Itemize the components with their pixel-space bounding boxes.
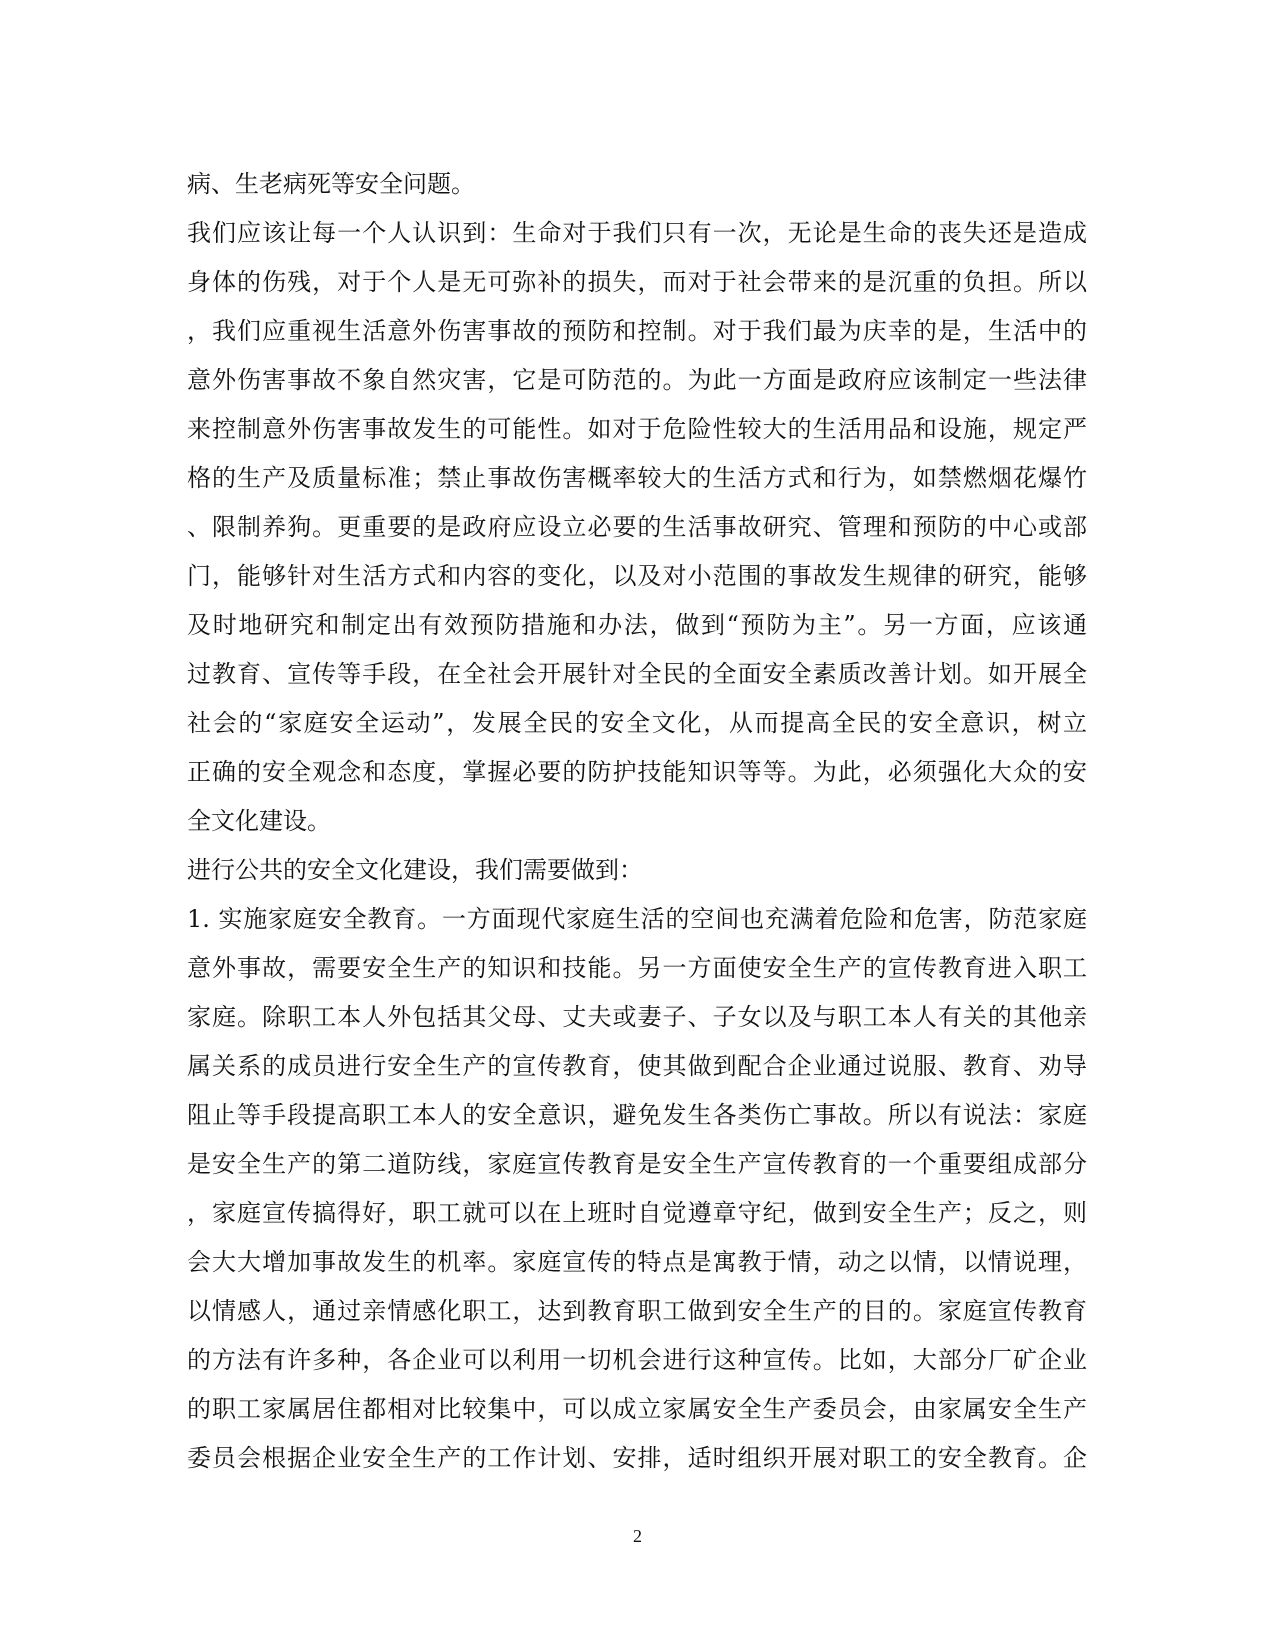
text-line: 1. 实施家庭安全教育。一方面现代家庭生活的空间也充满着危险和危害，防范家庭 [187,905,1087,933]
text-line: 是安全生产的第二道防线，家庭宣传教育是安全生产宣传教育的一个重要组成部分 [187,1150,1087,1178]
text-line: 身体的伤残，对于个人是无可弥补的损失，而对于社会带来的是沉重的负担。所以 [187,268,1087,296]
text-line: 及时地研究和制定出有效预防措施和办法，做到“预防为主”。另一方面，应该通 [187,611,1087,639]
text-line: ，我们应重视生活意外伤害事故的预防和控制。对于我们最为庆幸的是，生活中的 [187,317,1087,345]
page-number: 2 [633,1526,642,1546]
text-line: 格的生产及质量标准；禁止事故伤害概率较大的生活方式和行为，如禁燃烟花爆竹 [187,464,1087,492]
text-line: 我们应该让每一个人认识到：生命对于我们只有一次，无论是生命的丧失还是造成 [187,219,1087,247]
text-line: 以情感人，通过亲情感化职工，达到教育职工做到安全生产的目的。家庭宣传教育 [187,1297,1087,1325]
text-line: 门，能够针对生活方式和内容的变化，以及对小范围的事故发生规律的研究，能够 [187,562,1087,590]
text-line: 社会的“家庭安全运动”，发展全民的安全文化，从而提高全民的安全意识，树立 [187,709,1087,737]
text-line: 意外伤害事故不象自然灾害，它是可防范的。为此一方面是政府应该制定一些法律 [187,366,1087,394]
text-line: 意外事故，需要安全生产的知识和技能。另一方面使安全生产的宣传教育进入职工 [187,954,1087,982]
text-line: 委员会根据企业安全生产的工作计划、安排，适时组织开展对职工的安全教育。企 [187,1444,1087,1472]
text-line: 家庭。除职工本人外包括其父母、丈夫或妻子、子女以及与职工本人有关的其他亲 [187,1003,1087,1031]
body-text [187,160,1087,1483]
text-line: 全文化建设。 [187,807,331,835]
text-line: 来控制意外伤害事故发生的可能性。如对于危险性较大的生活用品和设施，规定严 [187,415,1087,443]
text-line: 病、生老病死等安全问题。 [187,170,475,198]
text-line: ，家庭宣传搞得好，职工就可以在上班时自觉遵章守纪，做到安全生产；反之，则 [187,1199,1087,1227]
text-line: 、限制养狗。更重要的是政府应设立必要的生活事故研究、管理和预防的中心或部 [187,513,1087,541]
text-line: 会大大增加事故发生的机率。家庭宣传的特点是寓教于情，动之以情，以情说理， [187,1248,1087,1276]
text-line: 过教育、宣传等手段，在全社会开展针对全民的全面安全素质改善计划。如开展全 [187,660,1087,688]
text-line: 进行公共的安全文化建设，我们需要做到： [187,856,643,884]
text-line: 的方法有许多种，各企业可以利用一切机会进行这种宣传。比如，大部分厂矿企业 [187,1346,1087,1374]
text-line: 正确的安全观念和态度，掌握必要的防护技能知识等等。为此，必须强化大众的安 [187,758,1087,786]
text-line: 属关系的成员进行安全生产的宣传教育，使其做到配合企业通过说服、教育、劝导 [187,1052,1087,1080]
text-line: 的职工家属居住都相对比较集中，可以成立家属安全生产委员会，由家属安全生产 [187,1395,1087,1423]
text-line: 阻止等手段提高职工本人的安全意识，避免发生各类伤亡事故。所以有说法：家庭 [187,1101,1087,1129]
